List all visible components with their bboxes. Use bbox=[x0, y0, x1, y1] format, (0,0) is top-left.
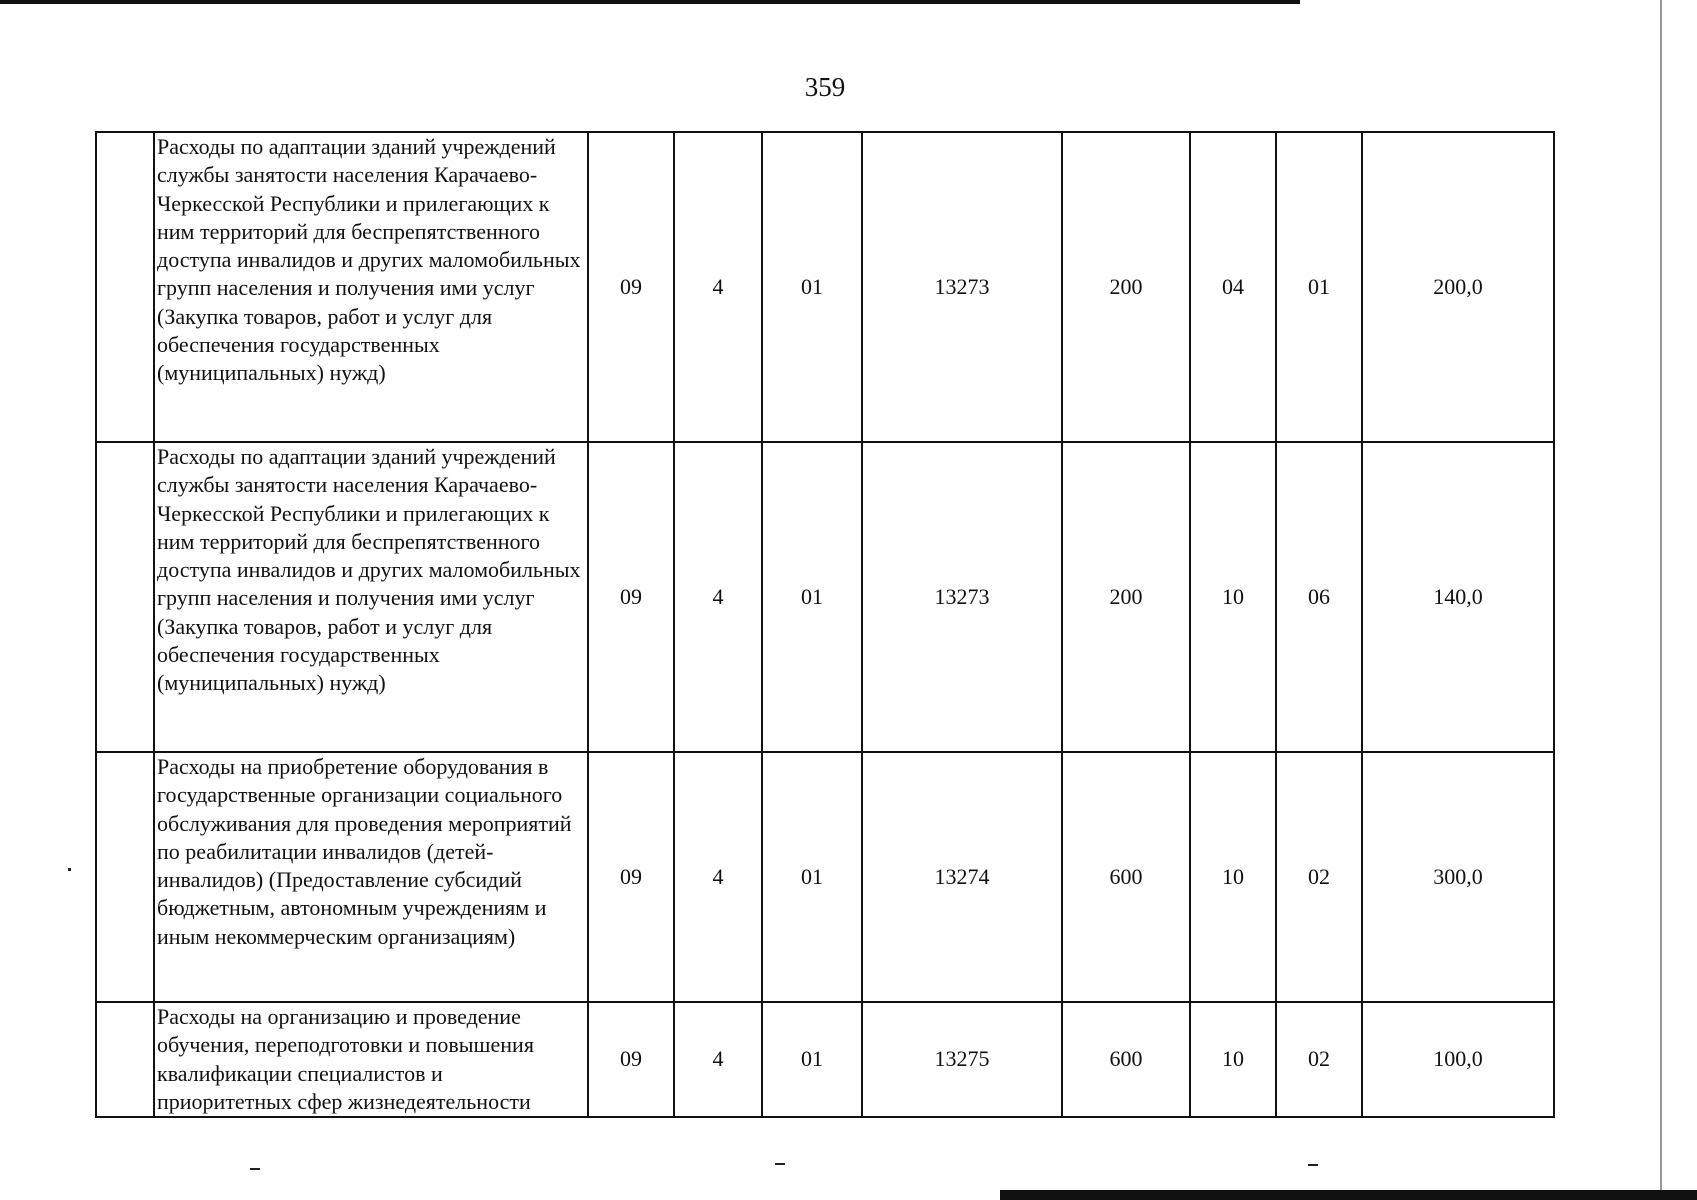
table-row bbox=[96, 1002, 1554, 1117]
description-cell: Расходы по адаптации зданий учреждений службы занятости населения Карачаево-Черкесской Республики и прилегающих к ним территорий для беспрепятственного доступа инвалидов и других маломобильных групп населения и получения ими услуг (Закупка товаров, работ и услуг для обеспечения государственных (муниципальных) нужд) bbox=[154, 442, 588, 752]
row-index-cell bbox=[96, 132, 154, 442]
table-row bbox=[96, 132, 1554, 442]
table-row bbox=[96, 442, 1554, 752]
expense-type-cell: 600 bbox=[1062, 1002, 1190, 1117]
program-cell: 09 bbox=[588, 1002, 674, 1117]
amount-cell: 200,0 bbox=[1362, 132, 1554, 442]
program-cell: 09 bbox=[588, 752, 674, 1002]
table-row bbox=[96, 752, 1554, 1002]
main-event-cell: 01 bbox=[762, 442, 862, 752]
direction-cell: 13273 bbox=[862, 132, 1062, 442]
subprogram-cell: 4 bbox=[674, 442, 762, 752]
subprogram-cell: 4 bbox=[674, 1002, 762, 1117]
scan-speck bbox=[68, 868, 71, 871]
amount-cell: 300,0 bbox=[1362, 752, 1554, 1002]
main-event-cell: 01 bbox=[762, 1002, 862, 1117]
subprogram-cell: 4 bbox=[674, 752, 762, 1002]
row-index-cell bbox=[96, 442, 154, 752]
row-index-cell bbox=[96, 1002, 154, 1117]
main-event-cell: 01 bbox=[762, 132, 862, 442]
description-cell: Расходы по адаптации зданий учреждений службы занятости населения Карачаево-Черкесской Республики и прилегающих к ним территорий для беспрепятственного доступа инвалидов и других маломобильных групп населения и получения ими услуг (Закупка товаров, работ и услуг для обеспечения государственных (муниципальных) нужд) bbox=[154, 132, 588, 442]
section-cell: 10 bbox=[1190, 442, 1276, 752]
subsection-cell: 06 bbox=[1276, 442, 1362, 752]
scan-edge-right bbox=[1660, 0, 1662, 1190]
scan-speck bbox=[775, 1163, 785, 1165]
program-cell: 09 bbox=[588, 132, 674, 442]
scan-speck bbox=[250, 1168, 260, 1170]
expense-type-cell: 200 bbox=[1062, 442, 1190, 752]
section-cell: 10 bbox=[1190, 1002, 1276, 1117]
page-number: 359 bbox=[804, 72, 846, 102]
scan-edge-bottom bbox=[1000, 1190, 1697, 1200]
subsection-cell: 02 bbox=[1276, 1002, 1362, 1117]
section-cell: 10 bbox=[1190, 752, 1276, 1002]
section-cell: 04 bbox=[1190, 132, 1276, 442]
direction-cell: 13275 bbox=[862, 1002, 1062, 1117]
subsection-cell: 01 bbox=[1276, 132, 1362, 442]
direction-cell: 13274 bbox=[862, 752, 1062, 1002]
main-event-cell: 01 bbox=[762, 752, 862, 1002]
direction-cell: 13273 bbox=[862, 442, 1062, 752]
scan-speck bbox=[1308, 1164, 1318, 1166]
row-index-cell bbox=[96, 752, 154, 1002]
subsection-cell: 02 bbox=[1276, 752, 1362, 1002]
scan-edge-top bbox=[0, 0, 1300, 4]
expense-type-cell: 600 bbox=[1062, 752, 1190, 1002]
subprogram-cell: 4 bbox=[674, 132, 762, 442]
expense-type-cell: 200 bbox=[1062, 132, 1190, 442]
description-cell: Расходы на организацию и проведение обучения, переподготовки и повышения квалификации специалистов и приоритетных сфер жизнедеятельности bbox=[154, 1002, 588, 1117]
budget-table bbox=[95, 131, 1555, 1118]
description-cell: Расходы на приобретение оборудования в государственные организации социального обслуживания для проведения мероприятий по реабилитации инвалидов (детей-инвалидов) (Предоставление субсидий бюджетным, автономным учреждениям и иным некоммерческим организациям) bbox=[154, 752, 588, 1002]
program-cell: 09 bbox=[588, 442, 674, 752]
amount-cell: 140,0 bbox=[1362, 442, 1554, 752]
amount-cell: 100,0 bbox=[1362, 1002, 1554, 1117]
